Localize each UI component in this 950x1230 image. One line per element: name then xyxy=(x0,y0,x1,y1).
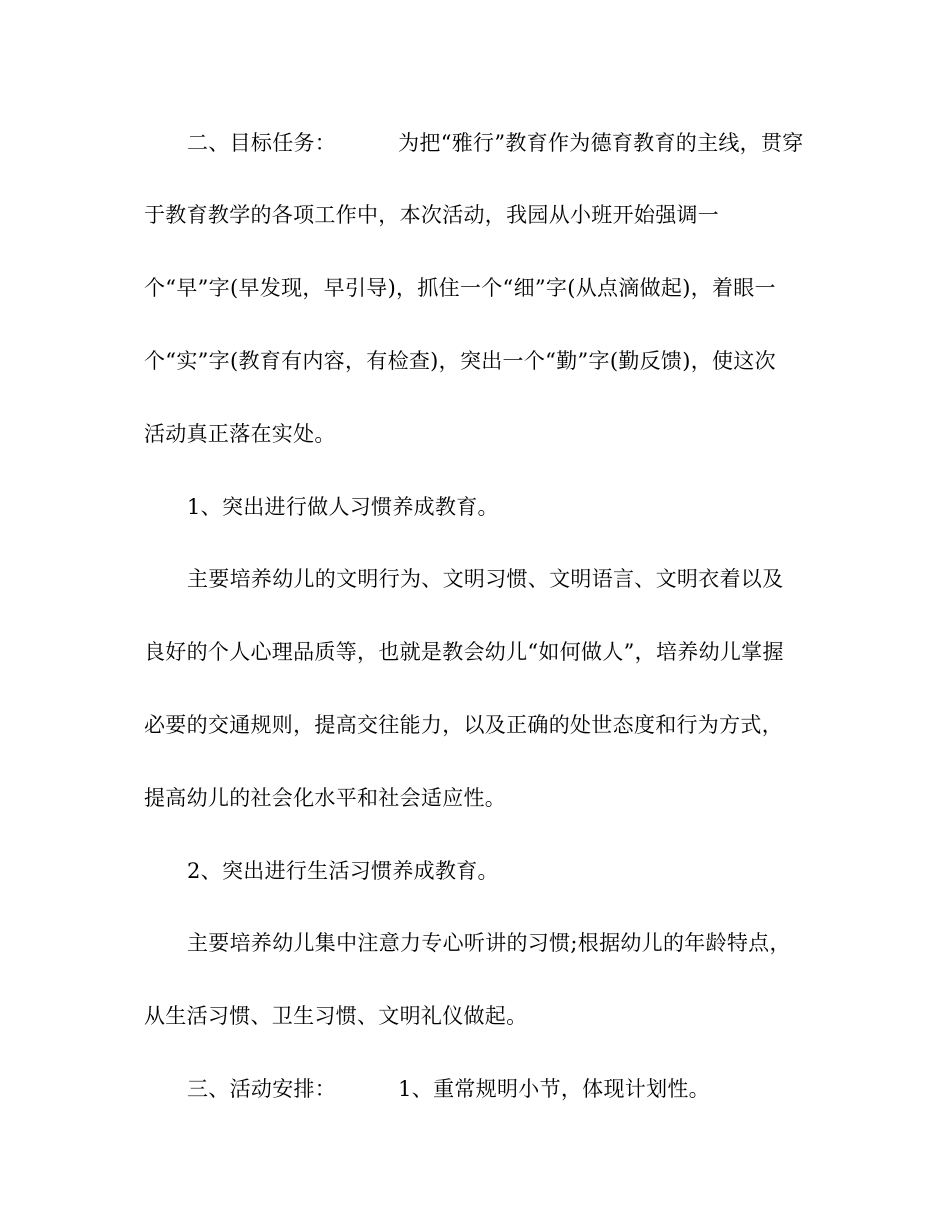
item1-line3: 必要的交通规则，提高交往能力，以及正确的处世态度和行为方式， xyxy=(144,713,783,737)
item1-line4: 提高幼儿的社会化水平和社会适应性。 xyxy=(144,786,507,810)
item1-line2: 良好的个人心理品质等，也就是教会幼儿“如何做人”，培养幼儿掌握 xyxy=(144,640,784,664)
item1-line1: 主要培养幼儿的文明行为、文明习惯、文明语言、文明衣着以及 xyxy=(187,567,784,591)
section3-heading-line xyxy=(187,1074,710,1104)
item2-line1: 主要培养幼儿集中注意力专心听讲的习惯;根据幼儿的年龄特点， xyxy=(187,931,791,955)
section2-heading-line xyxy=(187,128,804,158)
section2-intro-line1: 为把“雅行”教育作为德育教育的主线，贯穿 xyxy=(398,131,804,155)
section2-intro-line3: 个“早”字(早发现，早引导)，抓住一个“细”字(从点滴做起)，着眼一 xyxy=(144,276,776,300)
item2-line2: 从生活习惯、卫生习惯、文明礼仪做起。 xyxy=(144,1004,528,1028)
section2-intro-line5: 活动真正落在实处。 xyxy=(144,422,336,446)
section2-intro-line2: 于教育教学的各项工作中，本次活动，我园从小班开始强调一 xyxy=(144,203,720,227)
section2-intro-line4: 个“实”字(教育有内容，有检查)，突出一个“勤”字(勤反馈)，使这次 xyxy=(144,349,776,373)
section2-heading: 二、目标任务： xyxy=(187,131,337,155)
section3-heading: 三、活动安排： xyxy=(187,1077,337,1101)
item1-title: 1、突出进行做人习惯养成教育。 xyxy=(187,495,499,519)
section3-first-item: 1、重常规明小节，体现计划性。 xyxy=(398,1077,710,1101)
item2-title: 2、突出进行生活习惯养成教育。 xyxy=(187,859,499,883)
